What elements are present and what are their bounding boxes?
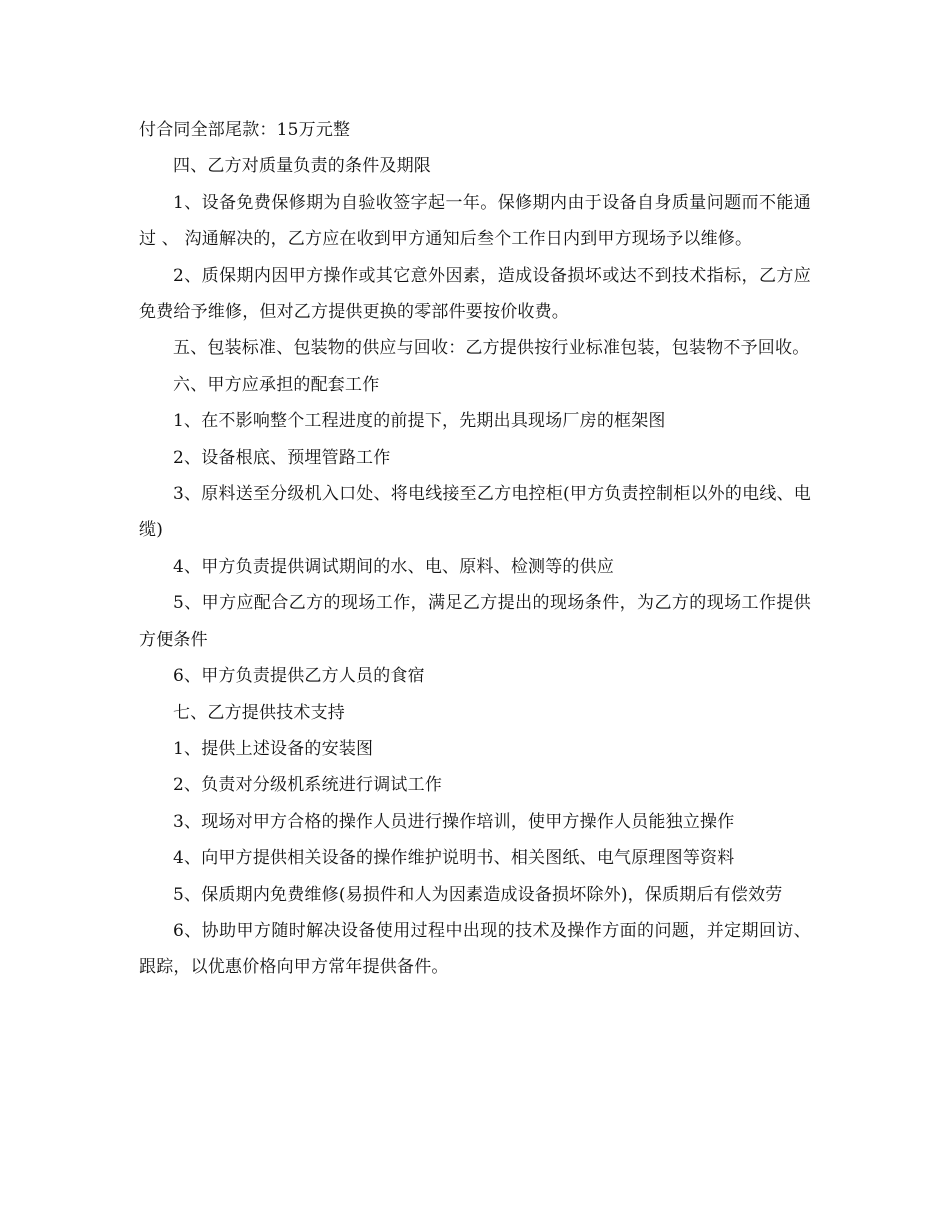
list-item-b2: 2、负责对分级机系统进行调试工作 [173,775,443,796]
heading-party-a-duties: 六、甲方应承担的配套工作 [173,374,380,395]
paragraph-warranty-exclusions: 2、质保期内因甲方操作或其它意外因素，造成设备损坏或达不到技术指标，乙方应免费给予维修，但对乙方提供更换的零部件要按价收费。 [139,265,811,323]
paragraph-payment: 付合同全部尾款：15万元整 [139,120,351,140]
list-item-b4: 4、向甲方提供相关设备的操作维护说明书、相关图纸、电气原理图等资料 [173,848,735,869]
list-item-b3: 3、现场对甲方合格的操作人员进行操作培训，使甲方操作人员能独立操作 [173,811,735,832]
document-body [139,112,811,986]
list-item-a3: 3、原料送至分级机入口处、将电线接至乙方电控柜(甲方负责控制柜以外的电线、电缆) [139,484,811,541]
list-item-a6: 6、甲方负责提供乙方人员的食宿 [173,666,425,687]
heading-quality-terms: 四、乙方对质量负责的条件及期限 [173,156,431,177]
list-item-a1: 1、在不影响整个工程进度的前提下，先期出具现场厂房的框架图 [173,411,666,432]
list-item-b6: 6、协助甲方随时解决设备使用过程中出现的技术及操作方面的问题，并定期回访、跟踪，以优惠价格向甲方常年提供备件。 [139,920,811,978]
list-item-a2: 2、设备根底、预埋管路工作 [173,447,391,468]
list-item-a5: 5、甲方应配合乙方的现场工作，满足乙方提出的现场条件，为乙方的现场工作提供方便条件 [139,593,811,650]
list-item-b1: 1、提供上述设备的安装图 [173,738,374,759]
list-item-a4: 4、甲方负责提供调试期间的水、电、原料、检测等的供应 [173,556,615,577]
heading-packaging: 五、包装标准、包装物的供应与回收：乙方提供按行业标准包装，包装物不予回收。 [173,338,810,359]
paragraph-warranty-period: 1、设备免费保修期为自验收签字起一年。保修期内由于设备自身质量问题而不能通过 、 沟通解决的，乙方应在收到甲方通知后叁个工作日内到甲方现场予以维修。 [139,192,811,250]
list-item-b5: 5、保质期内免费维修(易损件和人为因素造成设备损坏除外)，保质期后有偿效劳 [173,884,783,905]
heading-technical-support: 七、乙方提供技术支持 [173,702,345,723]
